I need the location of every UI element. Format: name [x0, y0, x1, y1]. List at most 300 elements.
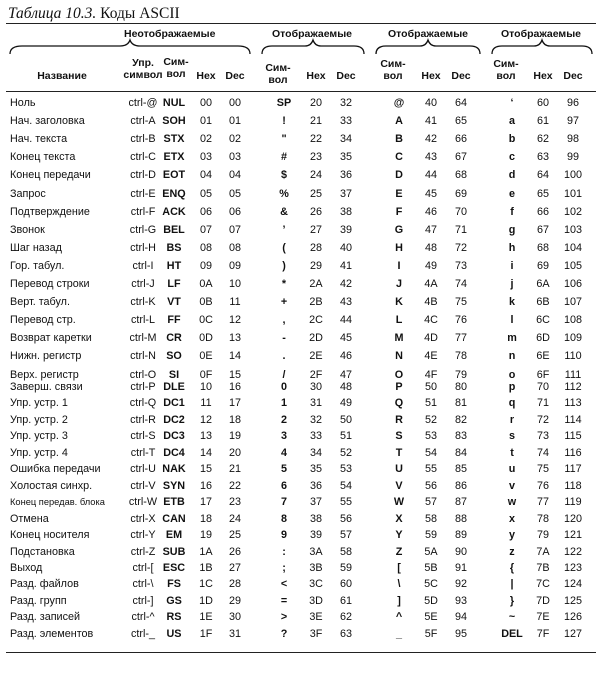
cell-dec: 119	[564, 496, 582, 509]
cell-hex: 10	[199, 381, 212, 393]
cell-symbol: SO	[166, 350, 182, 363]
cell-dec: 10	[228, 278, 241, 290]
cell-symbol: T	[395, 446, 403, 459]
cell-dec: 28	[228, 578, 241, 591]
cell-symbol: I	[397, 259, 401, 272]
cell-hex: 79	[536, 529, 549, 542]
cell-hex: 30	[309, 381, 322, 393]
cell-dec: 123	[563, 561, 582, 574]
header-dec-2-line1: Dec	[336, 70, 356, 82]
cell-symbol: H	[395, 241, 403, 254]
cell-symbol: ]	[397, 594, 401, 607]
table-title: Коды ASCII	[100, 5, 180, 22]
cell-hex: 31	[309, 397, 322, 410]
cell-dec: 30	[228, 611, 241, 624]
cell-ctrl: ctrl-A	[130, 115, 156, 128]
cell-hex: 4A	[424, 278, 438, 290]
cell-hex: 77	[536, 496, 549, 509]
cell-dec: 53	[339, 463, 352, 476]
cell-dec: 06	[228, 205, 241, 218]
cell-hex: 08	[199, 241, 212, 254]
cell-hex: 2D	[309, 332, 323, 345]
cell-hex: 28	[309, 241, 322, 254]
cell-symbol: g	[508, 223, 516, 236]
cell-hex: 0A	[199, 278, 213, 290]
cell-hex: 58	[424, 512, 437, 525]
cell-dec: 13	[228, 332, 241, 345]
cell-symbol: j	[510, 278, 514, 290]
cell-hex: 50	[424, 381, 437, 393]
cell-dec: 100	[563, 169, 582, 182]
cell-dec: 17	[228, 397, 241, 410]
cell-hex: 17	[199, 496, 212, 509]
cell-hex: 3B	[309, 561, 323, 574]
cell-hex: 38	[309, 512, 322, 525]
cell-hex: 6C	[536, 314, 550, 327]
brace-printable-3	[492, 40, 592, 54]
cell-symbol: ?	[280, 627, 288, 640]
cell-dec: 71	[454, 223, 467, 236]
cell-dec: 78	[454, 350, 467, 363]
cell-hex: 20	[309, 97, 322, 109]
cell-hex: 07	[199, 223, 212, 236]
cell-name: Заверш. связи	[10, 381, 83, 393]
cell-name: Нижн. регистр	[10, 350, 82, 363]
header-symbol-3-line2: вол	[383, 70, 403, 82]
cell-dec: 57	[339, 529, 352, 542]
cell-dec: 118	[564, 479, 582, 492]
cell-name: Верт. табул.	[10, 296, 70, 309]
cell-hex: 3F	[309, 627, 323, 640]
cell-dec: 101	[563, 187, 582, 200]
cell-symbol: n	[508, 350, 516, 363]
cell-dec: 19	[228, 430, 241, 443]
cell-hex: 19	[199, 529, 212, 542]
cell-symbol: DC2	[163, 413, 185, 426]
cell-dec: 113	[564, 397, 582, 410]
cell-dec: 47	[339, 368, 352, 381]
cell-hex: 7B	[536, 561, 550, 574]
cell-symbol: o	[508, 368, 516, 381]
cell-dec: 124	[563, 578, 582, 591]
cell-dec: 02	[228, 133, 241, 146]
cell-symbol: +	[280, 296, 288, 309]
cell-symbol: v	[508, 479, 515, 492]
cell-symbol: SOH	[162, 115, 186, 128]
cell-hex: 06	[199, 205, 212, 218]
cell-hex: 00	[199, 97, 212, 109]
cell-dec: 32	[339, 97, 352, 109]
cell-hex: 16	[199, 479, 212, 492]
cell-dec: 00	[228, 97, 241, 109]
section-printable-2: Отображаемые	[388, 28, 469, 40]
cell-name: Звонок	[10, 223, 45, 236]
cell-dec: 18	[228, 413, 241, 426]
cell-hex: 44	[424, 169, 437, 182]
brace-nonprintable	[10, 40, 250, 54]
cell-symbol: x	[508, 512, 515, 525]
cell-hex: 26	[309, 205, 322, 218]
cell-hex: 03	[199, 151, 212, 164]
section-printable-3: Отображаемые	[501, 28, 582, 40]
cell-dec: 84	[454, 446, 467, 459]
cell-name: Разд. записей	[10, 611, 81, 624]
cell-ctrl: ctrl-R	[130, 413, 156, 426]
cell-symbol: ENQ	[162, 187, 186, 200]
cell-hex: 5C	[424, 578, 438, 591]
cell-symbol: "	[281, 133, 287, 146]
cell-ctrl: ctrl-@	[128, 97, 158, 109]
cell-dec: 37	[339, 187, 352, 200]
cell-hex: 74	[536, 446, 549, 459]
cell-ctrl: ctrl-B	[130, 133, 156, 146]
cell-name: Холостая синхр.	[10, 479, 93, 492]
cell-hex: 56	[424, 479, 437, 492]
cell-ctrl: ctrl-S	[130, 430, 156, 443]
cell-dec: 27	[228, 561, 241, 574]
cell-hex: 67	[536, 223, 549, 236]
header-hex-line1: Hex	[196, 70, 216, 82]
cell-name: Разд. групп	[10, 594, 67, 607]
cell-hex: 60	[536, 97, 549, 109]
cell-dec: 89	[454, 529, 467, 542]
cell-hex: 7C	[536, 578, 550, 591]
cell-symbol: GS	[166, 594, 182, 607]
cell-dec: 110	[564, 350, 582, 363]
cell-hex: 69	[536, 259, 549, 272]
cell-hex: 21	[309, 115, 322, 128]
cell-hex: 23	[309, 151, 322, 164]
cell-name: Упр. устр. 1	[10, 397, 68, 410]
cell-name: Конец передав. блока	[10, 497, 105, 508]
cell-hex: 2A	[309, 278, 323, 290]
cell-dec: 90	[454, 545, 467, 558]
cell-hex: 29	[309, 259, 322, 272]
cell-dec: 72	[454, 241, 467, 254]
cell-hex: 62	[536, 133, 549, 146]
cell-dec: 16	[228, 381, 241, 393]
cell-hex: 3E	[309, 611, 323, 624]
cell-hex: 2E	[309, 350, 323, 363]
cell-dec: 126	[563, 611, 582, 624]
cell-symbol: }	[509, 594, 515, 607]
cell-dec: 01	[228, 115, 241, 128]
section-nonprintable: Неотображаемые	[124, 28, 216, 40]
cell-symbol: u	[508, 463, 516, 476]
cell-dec: 22	[228, 479, 241, 492]
cell-dec: 44	[339, 314, 352, 327]
header-symbol-4-line2: вол	[496, 70, 516, 82]
cell-symbol: J	[395, 278, 402, 290]
cell-name: Подтверждение	[10, 205, 90, 218]
cell-dec: 40	[339, 241, 352, 254]
cell-symbol: V	[395, 479, 403, 492]
cell-symbol: ^	[395, 611, 403, 624]
cell-symbol: s	[508, 430, 515, 443]
cell-symbol: HT	[166, 259, 182, 272]
cell-hex: 1A	[199, 545, 213, 558]
cell-ctrl: ctrl-[	[132, 561, 154, 574]
cell-name: Запрос	[10, 187, 46, 200]
cell-dec: 55	[339, 496, 352, 509]
cell-dec: 76	[454, 314, 467, 327]
cell-name: Отмена	[10, 512, 49, 525]
cell-hex: 72	[536, 413, 549, 426]
cell-hex: 55	[424, 463, 437, 476]
cell-ctrl: ctrl-F	[130, 205, 156, 218]
cell-symbol: k	[508, 296, 515, 309]
cell-symbol: %	[279, 187, 289, 200]
cell-hex: 42	[424, 133, 437, 146]
cell-name: Шаг назад	[10, 241, 62, 254]
cell-symbol: &	[280, 205, 288, 218]
cell-symbol: =	[280, 594, 288, 607]
cell-dec: 122	[563, 545, 582, 558]
cell-hex: 78	[536, 512, 549, 525]
cell-name: Нач. заголовка	[10, 115, 85, 128]
cell-dec: 91	[454, 561, 467, 574]
cell-dec: 07	[228, 223, 241, 236]
cell-hex: 45	[424, 187, 437, 200]
cell-hex: 18	[199, 512, 212, 525]
cell-symbol: X	[395, 512, 403, 525]
cell-dec: 79	[454, 368, 467, 381]
cell-hex: 24	[309, 169, 322, 182]
header-symbol-3-line1: Сим-	[380, 58, 406, 70]
header-symbol-4-line1: Сим-	[493, 58, 519, 70]
cell-ctrl: ctrl-X	[130, 512, 156, 525]
cell-name: Верх. регистр	[10, 368, 79, 381]
cell-dec: 83	[454, 430, 467, 443]
cell-hex: 34	[309, 446, 322, 459]
cell-symbol: ’	[282, 223, 286, 236]
cell-symbol: r	[509, 413, 515, 426]
cell-symbol: p	[508, 381, 516, 393]
cell-dec: 50	[339, 413, 352, 426]
cell-dec: 58	[339, 545, 352, 558]
cell-symbol: q	[508, 397, 516, 410]
cell-ctrl: ctrl-J	[131, 278, 155, 290]
cell-dec: 112	[564, 381, 582, 393]
cell-hex: 35	[309, 463, 322, 476]
cell-name: Ноль	[10, 97, 36, 109]
cell-dec: 31	[228, 627, 241, 640]
cell-symbol: U	[395, 463, 403, 476]
cell-symbol: SP	[276, 97, 292, 109]
cell-symbol: B	[395, 133, 403, 146]
cell-ctrl: ctrl-T	[130, 446, 156, 459]
cell-dec: 25	[228, 529, 241, 542]
cell-ctrl: ctrl-M	[129, 332, 157, 345]
cell-dec: 69	[454, 187, 467, 200]
cell-hex: 54	[424, 446, 437, 459]
cell-dec: 54	[339, 479, 352, 492]
cell-name: Гор. табул.	[10, 259, 65, 272]
cell-dec: 52	[339, 446, 352, 459]
cell-hex: 7A	[536, 545, 550, 558]
cell-ctrl: ctrl-P	[130, 381, 156, 393]
cell-name: Подстановка	[10, 545, 75, 558]
brace-printable-1	[262, 40, 364, 54]
cell-dec: 92	[454, 578, 467, 591]
cell-symbol: EM	[165, 529, 183, 542]
cell-symbol: 3	[280, 430, 287, 443]
cell-hex: 0E	[199, 350, 213, 363]
cell-symbol: DC1	[163, 397, 185, 410]
cell-dec: 86	[454, 479, 467, 492]
cell-hex: 3D	[309, 594, 323, 607]
cell-name: Нач. текста	[10, 133, 68, 146]
cell-symbol: Y	[395, 529, 403, 542]
cell-symbol: ETB	[163, 496, 185, 509]
cell-symbol: 5	[280, 463, 287, 476]
brace-printable-2	[376, 40, 480, 54]
cell-hex: 4E	[424, 350, 438, 363]
cell-hex: 1F	[199, 627, 213, 640]
cell-hex: 1B	[199, 561, 213, 574]
cell-symbol: !	[282, 115, 286, 128]
cell-hex: 46	[424, 205, 437, 218]
cell-symbol: 0	[280, 381, 287, 393]
cell-dec: 127	[563, 627, 582, 640]
cell-symbol: _	[395, 627, 402, 640]
cell-hex: 02	[199, 133, 212, 146]
cell-hex: 14	[199, 446, 212, 459]
cell-symbol: M	[394, 332, 404, 345]
header-symbol-2-line2: вол	[268, 74, 288, 86]
cell-hex: 0C	[199, 314, 213, 327]
cell-symbol: FF	[167, 314, 181, 327]
cell-symbol: ,	[282, 314, 286, 327]
cell-dec: 05	[228, 187, 241, 200]
cell-ctrl: ctrl-D	[130, 169, 156, 182]
cell-hex: 6E	[536, 350, 550, 363]
cell-symbol: S	[395, 430, 403, 443]
cell-symbol: R	[395, 413, 403, 426]
cell-dec: 04	[228, 169, 241, 182]
cell-dec: 106	[563, 278, 582, 290]
cell-hex: 5F	[424, 627, 438, 640]
cell-ctrl: ctrl-^	[131, 611, 155, 624]
cell-hex: 09	[199, 259, 212, 272]
cell-hex: 71	[536, 397, 549, 410]
cell-symbol: >	[280, 611, 288, 624]
header-rule	[6, 91, 596, 92]
cell-hex: 70	[536, 381, 549, 393]
cell-name: Перевод строки	[10, 278, 90, 290]
cell-dec: 98	[566, 133, 579, 146]
cell-symbol: 4	[280, 446, 287, 459]
cell-symbol: e	[508, 187, 515, 200]
cell-hex: 6D	[536, 332, 550, 345]
cell-ctrl: ctrl-Y	[130, 529, 156, 542]
cell-hex: 5A	[424, 545, 438, 558]
cell-dec: 73	[454, 259, 467, 272]
cell-dec: 93	[454, 594, 467, 607]
cell-symbol: $	[280, 169, 287, 182]
cell-dec: 33	[339, 115, 352, 128]
cell-hex: 51	[424, 397, 437, 410]
cell-dec: 61	[339, 594, 352, 607]
cell-symbol: <	[280, 578, 288, 591]
cell-dec: 117	[564, 463, 582, 476]
cell-symbol: )	[282, 259, 286, 272]
cell-symbol: y	[508, 529, 515, 542]
cell-symbol: N	[395, 350, 403, 363]
cell-symbol: -	[282, 332, 286, 345]
cell-symbol: 1	[280, 397, 287, 410]
cell-hex: 61	[536, 115, 549, 128]
cell-name: Разд. элементов	[10, 627, 94, 640]
cell-dec: 20	[228, 446, 241, 459]
cell-ctrl: ctrl-Z	[130, 545, 156, 558]
cell-ctrl: ctrl-]	[132, 594, 154, 607]
cell-symbol: ‘	[510, 97, 514, 109]
cell-ctrl: ctrl-H	[130, 241, 156, 254]
cell-symbol: STX	[163, 133, 185, 146]
cell-dec: 49	[339, 397, 352, 410]
cell-dec: 81	[454, 397, 467, 410]
cell-symbol: O	[394, 368, 404, 381]
cell-dec: 67	[454, 151, 467, 164]
cell-name: Конец носителя	[10, 529, 90, 542]
cell-symbol: @	[393, 97, 405, 109]
cell-symbol: ETX	[163, 151, 185, 164]
cell-dec: 104	[563, 241, 582, 254]
cell-hex: 25	[309, 187, 322, 200]
cell-ctrl: ctrl-_	[131, 627, 155, 640]
cell-dec: 62	[339, 611, 352, 624]
cell-symbol: *	[281, 278, 287, 290]
cell-dec: 70	[454, 205, 467, 218]
cell-symbol: CR	[166, 332, 182, 345]
cell-symbol: W	[393, 496, 405, 509]
cell-dec: 96	[566, 97, 579, 109]
cell-symbol: SUB	[162, 545, 186, 558]
cell-symbol: RS	[166, 611, 182, 624]
cell-ctrl: ctrl-I	[132, 259, 154, 272]
cell-dec: 68	[454, 169, 467, 182]
cell-dec: 39	[339, 223, 352, 236]
cell-hex: 2F	[309, 368, 323, 381]
cell-symbol: 6	[280, 479, 287, 492]
cell-symbol: A	[395, 115, 403, 128]
cell-hex: 65	[536, 187, 549, 200]
cell-dec: 15	[228, 368, 241, 381]
cell-symbol: l	[510, 314, 514, 327]
cell-hex: 6B	[536, 296, 550, 309]
cell-ctrl: ctrl-O	[129, 368, 157, 381]
cell-hex: 12	[199, 413, 212, 426]
cell-dec: 38	[339, 205, 352, 218]
cell-symbol: t	[510, 446, 514, 459]
cell-symbol: \	[397, 578, 401, 591]
cell-symbol: m	[507, 332, 517, 345]
cell-symbol: 9	[280, 529, 287, 542]
cell-hex: 59	[424, 529, 437, 542]
cell-hex: 52	[424, 413, 437, 426]
cell-symbol: b	[508, 133, 516, 146]
cell-hex: 39	[309, 529, 322, 542]
cell-symbol: L	[395, 314, 403, 327]
cell-symbol: DC4	[163, 446, 185, 459]
cell-hex: 40	[424, 97, 437, 109]
cell-name: Упр. устр. 4	[10, 446, 68, 459]
header-symbol-line2: вол	[166, 68, 186, 80]
cell-symbol: DC3	[163, 430, 185, 443]
cell-symbol: 8	[280, 512, 287, 525]
cell-symbol: FS	[167, 578, 181, 591]
